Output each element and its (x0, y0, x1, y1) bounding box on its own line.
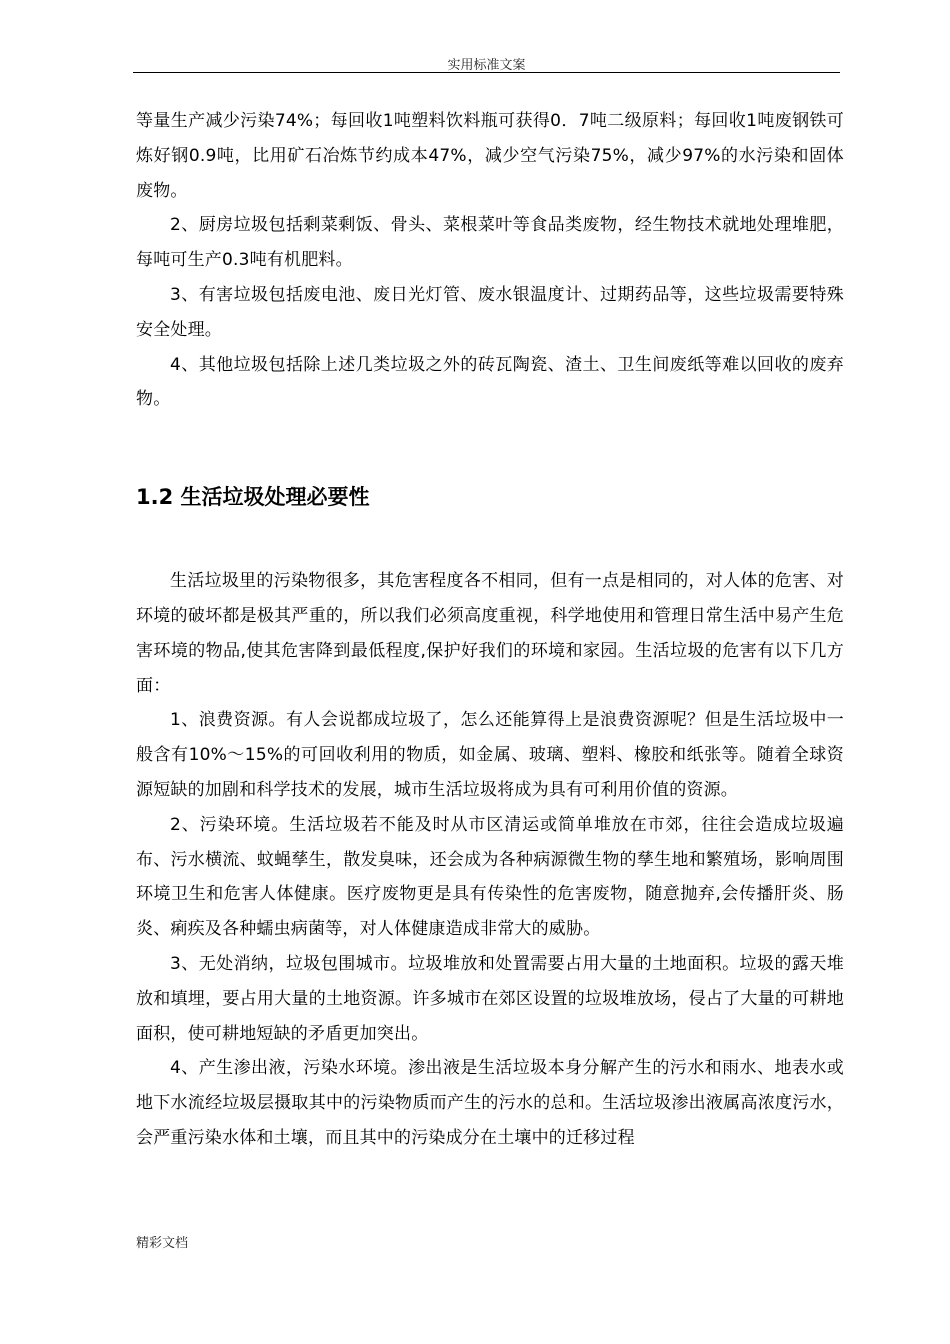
paragraph-waste-resources: 1、浪费资源。有人会说都成垃圾了，怎么还能算得上是浪费资源呢？但是生活垃圾中一般含有10%～15%的可回收利用的物质，如金属、玻璃、塑料、橡胶和纸张等。随着全球资源短缺的加剧和科学技术的发展，城市生活垃圾将成为具有可利用价值的资源。 (136, 710, 844, 800)
paragraph-hazardous-waste: 3、有害垃圾包括废电池、废日光灯管、废水银温度计、过期药品等，这些垃圾需要特殊安全处理。 (136, 284, 844, 340)
page-footer: 精彩文档 (136, 1236, 189, 1251)
paragraph-intro: 生活垃圾里的污染物很多，其危害程度各不相同，但有一点是相同的，对人体的危害、对环境的破坏都是极其严重的，所以我们必须高度重视，科学地使用和管理日常生活中易产生危害环境的物品,使其危害降到最低程度,保护好我们的环境和家园。生活垃圾的危害有以下几方面： (136, 571, 844, 696)
header-divider (133, 72, 840, 73)
document-body (136, 104, 844, 1156)
page-header: 实用标准文案 (447, 58, 526, 73)
paragraph-other-waste: 4、其他垃圾包括除上述几类垃圾之外的砖瓦陶瓷、渣土、卫生间废纸等难以回收的废弃物。 (136, 354, 844, 410)
paragraph-land-occupation: 3、无处消纳，垃圾包围城市。垃圾堆放和处置需要占用大量的土地面积。垃圾的露天堆放和填埋，要占用大量的土地资源。许多城市在郊区设置的垃圾堆放场，侵占了大量的可耕地面积，使可耕地短缺的矛盾更加突出。 (136, 953, 844, 1044)
section-heading: 1.2 生活垃圾处理必要性 (136, 485, 370, 510)
paragraph-recycling-continued: 等量生产减少污染74%；每回收1吨塑料饮料瓶可获得0．7吨二级原料；每回收1吨废钢铁可炼好钢0.9吨，比用矿石冶炼节约成本47%，减少空气污染75%，减少97%的水污染和固体废物。 (136, 111, 844, 201)
paragraph-pollution: 2、污染环境。生活垃圾若不能及时从市区清运或简单堆放在市郊，往往会造成垃圾遍布、污水横流、蚊蝇孳生，散发臭味，还会成为各种病源微生物的孳生地和繁殖场，影响周围环境卫生和危害人体健康。医疗废物更是具有传染性的危害废物，随意抛弃,会传播肝炎、肠炎、痢疾及各种蠕虫病菌等，对人体健康造成非常大的威胁。 (136, 814, 844, 940)
paragraph-kitchen-waste: 2、厨房垃圾包括剩菜剩饭、骨头、菜根菜叶等食品类废物，经生物技术就地处理堆肥，每吨可生产0.3吨有机肥料。 (136, 215, 844, 271)
paragraph-leachate: 4、产生渗出液，污染水环境。渗出液是生活垃圾本身分解产生的污水和雨水、地表水或地下水流经垃圾层摄取其中的污染物质而产生的污水的总和。生活垃圾渗出液属高浓度污水，会严重污染水体和土壤，而且其中的污染成分在土壤中的迁移过程 (136, 1058, 844, 1148)
